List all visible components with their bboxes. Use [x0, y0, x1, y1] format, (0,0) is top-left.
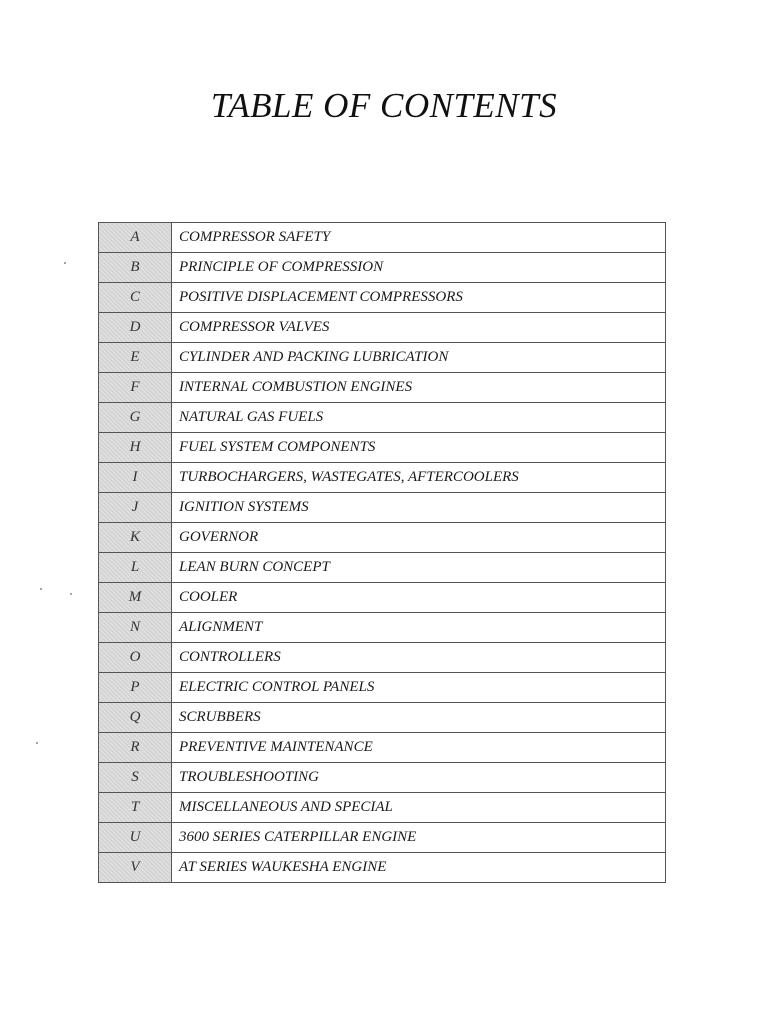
- section-letter: G: [99, 403, 172, 433]
- section-letter: R: [99, 733, 172, 763]
- section-letter: N: [99, 613, 172, 643]
- section-letter: T: [99, 793, 172, 823]
- section-letter: I: [99, 463, 172, 493]
- section-title: PREVENTIVE MAINTENANCE: [172, 733, 666, 763]
- toc-row: [99, 283, 666, 313]
- section-letter: J: [99, 493, 172, 523]
- toc-row: [99, 583, 666, 613]
- toc-row: [99, 313, 666, 343]
- toc-row: [99, 523, 666, 553]
- section-title: LEAN BURN CONCEPT: [172, 553, 666, 583]
- scan-speck: [64, 262, 66, 264]
- section-title: NATURAL GAS FUELS: [172, 403, 666, 433]
- toc-row: [99, 703, 666, 733]
- toc-row: [99, 253, 666, 283]
- toc-row: [99, 433, 666, 463]
- toc-row: [99, 643, 666, 673]
- section-letter: D: [99, 313, 172, 343]
- section-title: ALIGNMENT: [172, 613, 666, 643]
- toc-row: [99, 853, 666, 883]
- toc-row: [99, 223, 666, 253]
- section-title: COOLER: [172, 583, 666, 613]
- section-letter: K: [99, 523, 172, 553]
- section-letter: V: [99, 853, 172, 883]
- section-letter: S: [99, 763, 172, 793]
- toc-row: [99, 673, 666, 703]
- section-title: FUEL SYSTEM COMPONENTS: [172, 433, 666, 463]
- section-title: 3600 SERIES CATERPILLAR ENGINE: [172, 823, 666, 853]
- section-title: PRINCIPLE OF COMPRESSION: [172, 253, 666, 283]
- section-title: TROUBLESHOOTING: [172, 763, 666, 793]
- toc-row: [99, 763, 666, 793]
- section-title: CYLINDER AND PACKING LUBRICATION: [172, 343, 666, 373]
- toc-row: [99, 373, 666, 403]
- toc-row: [99, 493, 666, 523]
- section-letter: U: [99, 823, 172, 853]
- toc-row: [99, 793, 666, 823]
- section-title: SCRUBBERS: [172, 703, 666, 733]
- section-title: GOVERNOR: [172, 523, 666, 553]
- toc-row: [99, 343, 666, 373]
- toc-row: [99, 823, 666, 853]
- scan-speck: [70, 593, 72, 595]
- section-title: ELECTRIC CONTROL PANELS: [172, 673, 666, 703]
- toc-row: [99, 613, 666, 643]
- table-of-contents: [98, 222, 666, 883]
- toc-row: [99, 403, 666, 433]
- section-title: POSITIVE DISPLACEMENT COMPRESSORS: [172, 283, 666, 313]
- section-letter: M: [99, 583, 172, 613]
- toc-row: [99, 463, 666, 493]
- section-title: MISCELLANEOUS AND SPECIAL: [172, 793, 666, 823]
- toc-row: [99, 553, 666, 583]
- section-letter: A: [99, 223, 172, 253]
- section-letter: H: [99, 433, 172, 463]
- section-title: IGNITION SYSTEMS: [172, 493, 666, 523]
- section-letter: P: [99, 673, 172, 703]
- page-title: TABLE OF CONTENTS: [210, 86, 558, 125]
- section-letter: O: [99, 643, 172, 673]
- section-title: COMPRESSOR VALVES: [172, 313, 666, 343]
- scan-speck: [40, 588, 42, 590]
- section-letter: E: [99, 343, 172, 373]
- toc-row: [99, 733, 666, 763]
- section-letter: F: [99, 373, 172, 403]
- section-letter: B: [99, 253, 172, 283]
- section-title: INTERNAL COMBUSTION ENGINES: [172, 373, 666, 403]
- section-title: COMPRESSOR SAFETY: [172, 223, 666, 253]
- section-letter: C: [99, 283, 172, 313]
- section-title: AT SERIES WAUKESHA ENGINE: [172, 853, 666, 883]
- section-letter: Q: [99, 703, 172, 733]
- section-title: TURBOCHARGERS, WASTEGATES, AFTERCOOLERS: [172, 463, 666, 493]
- scan-speck: [36, 742, 38, 744]
- section-letter: L: [99, 553, 172, 583]
- section-title: CONTROLLERS: [172, 643, 666, 673]
